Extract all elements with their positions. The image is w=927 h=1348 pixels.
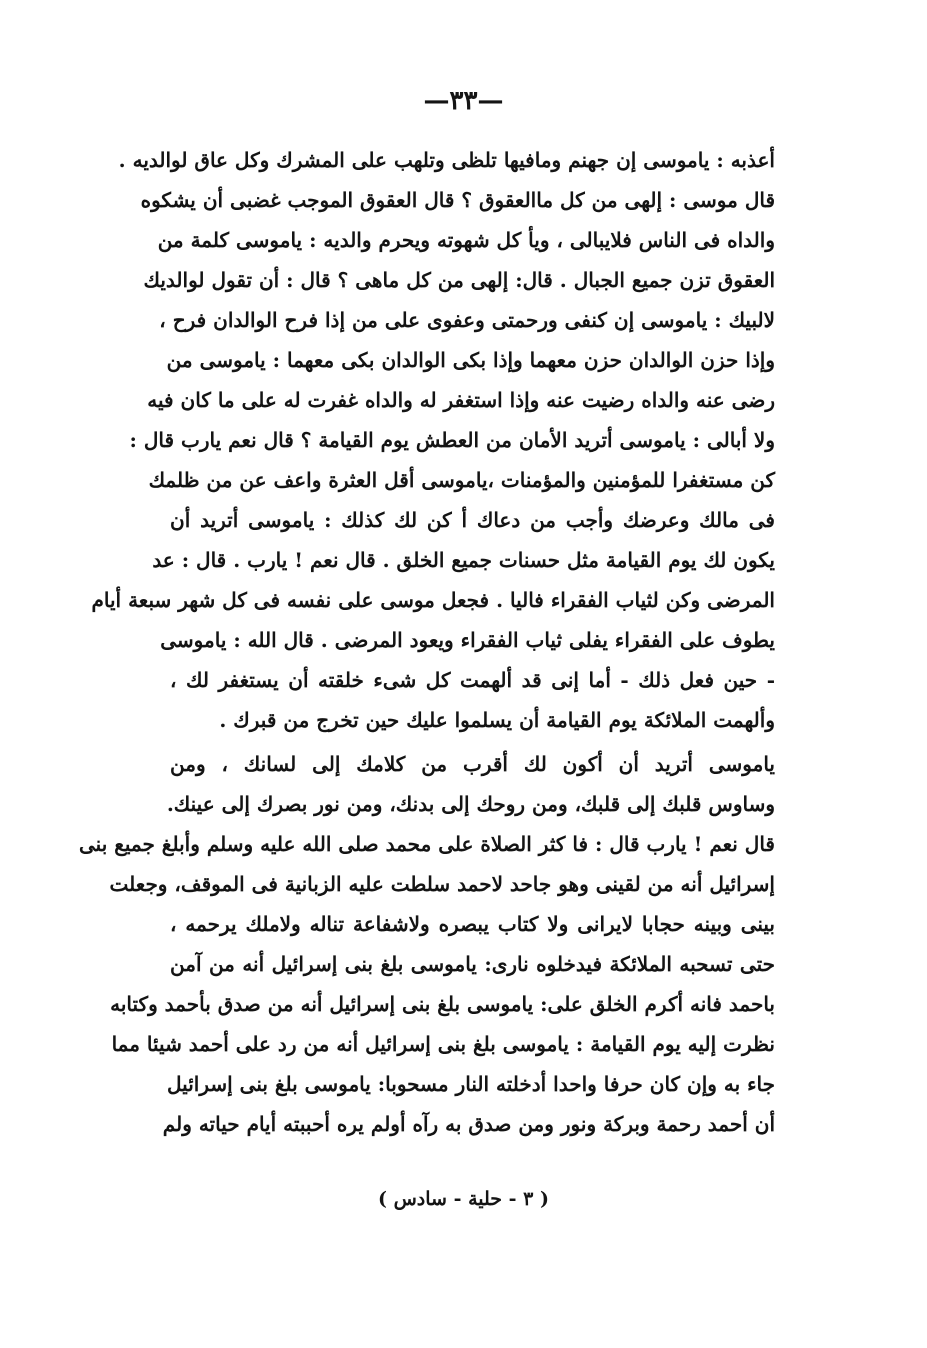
text-line: وألهمت الملائكة يوم القيامة أن يسلموا عليك حين تخرج من قبرك .	[219, 708, 775, 732]
text-line: وإذا حزن الوالدان حزن معهما وإذا بكى الوالدان بكى معهما : ياموسى من	[166, 348, 775, 372]
text-line: أعذبه : ياموسى إن جهنم ومافيها تلظى وتلهب على المشرك وكل عاق لوالديه .	[118, 148, 775, 172]
body-text	[79, 140, 775, 1144]
text-line: يطوف على الفقراء يفلى ثياب الفقراء ويعود المرضى . قال الله : ياموسى	[160, 628, 775, 652]
text-line: ياموسى أتريد أن أكون لك أقرب من كلامك إلى لسانك ، ومن	[170, 752, 775, 776]
text-line: - حين فعل ذلك - أما إنى قد ألهمت كل شىء خلقته أن يستغفر لك ،	[170, 668, 775, 692]
page-number: —٣٣—	[423, 86, 504, 116]
footer-signature: ( ٣ - حلية - سادس )	[378, 1188, 549, 1210]
text-line: أن أحمد رحمة وبركة ونور ومن صدق به رآه أولم يره أحببته أيام حياته ولم	[162, 1112, 775, 1136]
text-line: ولا أبالى : ياموسى أتريد الأمان من العطش يوم القيامة ؟ قال نعم يارب قال :	[129, 428, 775, 452]
text-line: إسرائيل أنه من لقينى وهو جاحد لاحمد سلطت عليه الزبانية فى الموقف، وجعلت	[109, 872, 775, 896]
text-line: جاء به وإن كان حرفا واحدا أدخلته النار مسحوبا: ياموسى بلغ بنى إسرائيل	[167, 1072, 775, 1096]
text-line: المرضى وكن لثياب الفقراء فاليا . فجعل موسى على نفسه فى كل شهر سبعة أيام	[91, 588, 775, 612]
text-line: كن مستغفرا للمؤمنين والمؤمنات ،ياموسى أقل العثرة واعف عن من ظلمك	[148, 468, 775, 492]
text-line: لالبيك : ياموسى إن كنفى ورحمتى وعفوى على من إذا فرح الوالدان فرح ،	[159, 308, 775, 332]
text-line: نظرت إليه يوم القيامة : ياموسى بلغ بنى إسرائيل أنه من رد على أحمد شيئا مما	[111, 1032, 775, 1056]
text-line: قال نعم ! يارب قال : فا كثر الصلاة على محمد صلى الله عليه وسلم وأبلغ جميع بنى	[79, 832, 775, 856]
text-line: وساوس قلبك إلى قلبك، ومن روحك إلى بدنك، ومن نور بصرك إلى عينك.	[166, 792, 775, 816]
text-line: حتى تسحبه الملائكة فيدخلوه نارى: ياموسى بلغ بنى إسرائيل أنه من آمن	[170, 952, 775, 976]
text-line: رضى عنه والداه رضيت عنه وإذا استغفر له والداه غفرت له على ما كان فيه	[147, 388, 775, 412]
text-line: باحمد فانه أكرم الخلق على: ياموسى بلغ بنى إسرائيل أنه من صدق بأحمد وكتابه	[110, 992, 775, 1016]
text-line: بينى وبينه حجابا لايرانى ولا كتاب يبصره ولاشفاعة تناله ولاملك يرحمه ،	[170, 912, 775, 936]
text-line: يكون لك يوم القيامة مثل حسنات جميع الخلق . قال نعم ! يارب . قال : عد	[152, 548, 775, 572]
text-line: فى مالك وعرضك وأجب من دعاك أ كن لك كذلك : ياموسى أتريد أن	[170, 508, 775, 532]
text-line: والداه فى الناس فلايبالى ، ويأ كل شهوته ويحرم والديه : ياموسى كلمة من	[157, 228, 775, 252]
text-line: العقوق تزن جميع الجبال . قال: إلهى من كل ماهى ؟ قال : أن تقول لوالديك	[143, 268, 775, 292]
text-line: قال موسى : إلهى من كل ماالعقوق ؟ قال العقوق الموجب غضبى أن يشكوه	[140, 188, 775, 212]
